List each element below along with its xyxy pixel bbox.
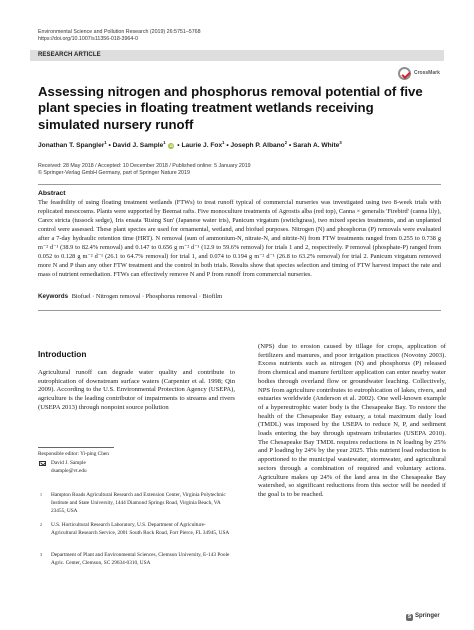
author-separator: •	[226, 142, 229, 150]
introduction-heading: Introduction	[38, 349, 87, 359]
affiliation-item	[38, 522, 238, 554]
contact-email[interactable]: dsample@vt.edu	[51, 467, 87, 474]
divider	[38, 184, 441, 185]
article-title: Assessing nitrogen and phosphorus removal potential of five plant species in floating treatment wetlands receiving simulated nursery runoff	[38, 84, 423, 132]
author-name: Sarah A. White	[293, 142, 340, 150]
author-affiliation-mark: 1	[163, 140, 166, 145]
affiliation-text: Hampton Roads Agricultural Research and Extension Center, Virginia Polytechnic Institute and State University, 1444 Diamond Springs Road, Virginia Beach, VA 23455, USA	[51, 492, 226, 514]
author-separator: •	[177, 142, 180, 150]
author-name: Joseph P. Albano	[230, 142, 285, 150]
author-name: Jonathan T. Spangler	[38, 142, 105, 150]
responsible-editor: Responsible editor: Yi-ping Chen	[38, 451, 109, 457]
keywords-list: Biofuel · Nitrogen removal · Phosphorus removal · Biofilm	[71, 293, 223, 300]
publication-dates: Received: 28 May 2018 / Accepted: 10 December 2018 / Published online: 5 January 2019	[38, 163, 251, 169]
affiliation-text: Department of Plant and Environmental Sciences, Clemson University, E-143 Poole Agric. Center, Clemson, SC 29634-0310, USA	[51, 552, 230, 566]
publisher-name: Springer	[415, 613, 440, 619]
introduction-right-column: (NPS) due to erosion caused by tillage for crops, application of fertilizers and manures, and poor irrigation practices (Novotny 2003). Excess nutrients such as nitrogen (N) and phosphorus (P) released from chemical and manure fertilizer application can enter nearby water bodies through overland flow or groundwater leaching. Collectively, NPS from agriculture contributes to eutrophication of lakes, rivers, and estuaries worldwide (Anderson et al. 2002). One well-known example of a hypereutrophic water body is the Chesapeake Bay. To restore the health of the Chesapeake Bay estuary, a total maximum daily load (TMDL) was imposed by the USEPA to reduce N, P, and sediment loads entering the bay through upstream tributaries (USEPA 2010). The Chesapeake Bay TMDL requires reductions in N loading by 25% and P loading by 24% by the year 2025. This nutrient load reduction is apportioned to the municipal wastewater, stormwater, and agricultural sectors through a combination of required and voluntary actions. Agriculture makes up 24% of the land area in the Chesapeake Bay watershed, so significant reductions from this sector will be needed if the goal is to be reached.	[258, 343, 446, 498]
introduction-left-column: Agricultural runoff can degrade water quality and contribute to eutrophication of downstream surface waters (Carpenter et al. 1998; Qin 2009). According to the U.S. Environmental Protection Agency (USEPA), agriculture is the leading contributor of impairments to streams and rivers (USEPA 2013) through nonpoint source pollution	[38, 369, 235, 411]
crossmark-label: CrossMark	[414, 70, 440, 76]
divider	[38, 310, 441, 311]
correspondence-block	[38, 460, 238, 476]
affiliation-item	[38, 552, 238, 584]
doi-link[interactable]: https://doi.org/10.1007/s11356-018-3964-0	[38, 36, 139, 42]
affiliation-marker: 1	[40, 492, 42, 497]
author-affiliation-mark: 1	[222, 140, 225, 145]
affiliation-marker: 3	[40, 552, 42, 557]
affiliation-text: U.S. Horticultural Research Laboratory, U.S. Department of Agriculture-Agricultural Research Service, 2001 South Rock Road, Fort Pierce, FL 34945, USA	[51, 522, 230, 536]
copyright-line: © Springer-Verlag GmbH Germany, part of Springer Nature 2019	[38, 170, 190, 176]
section-label: RESEARCH ARTICLE	[38, 52, 101, 58]
mail-icon	[39, 461, 46, 466]
orcid-icon[interactable]: iD	[169, 143, 174, 149]
crossmark-icon	[398, 67, 411, 80]
contact-name: David J. Sample	[51, 460, 86, 466]
author-affiliation-mark: 1	[104, 140, 107, 145]
affiliation-item	[38, 492, 238, 524]
author-affiliation-mark: 3	[339, 140, 342, 145]
abstract-text: The feasibility of using floating treatment wetlands (FTWs) to treat runoff typical of commercial nurseries was investigated using two 8-week trials with replicated mesocosms. Plants were supported by Beemat rafts. Five monoculture treatments of Agrostis alba (red top), Canna × generalis 'Firebird' (canna lily), Carex stricta (tussock sedge), Iris ensata 'Rising Sun' (Japanese water iris), Panicum virgatum (switchgrass), two mixed species treatments, and an unplanted control were assessed. These plant species are used for ornamental, wetland, and biofuel purposes. Nitrogen (N) and phosphorus (P) removals were evaluated after a 7-day hydraulic retention time (HRT). N removal (sum of ammonium-N, nitrate-N, and nitrite-N) from FTW treatments ranged from 0.255 to 0.738 g m⁻² d⁻¹ (38.9 to 82.4% removal) and 0.147 to 0.656 g m⁻² d⁻¹ (12.9 to 59.6% removal) for trials 1 and 2, respectively. P removal (phosphate-P) ranged from 0.052 to 0.128 g m⁻² d⁻¹ (26.1 to 64.7% removal) for trial 1, and 0.074 to 0.194 g m⁻² d⁻¹ (26.8 to 63.2% removal) for trial 2. Panicum virgatum removed more N and P than any other FTW treatment and the control in both trials. Results show that species selection and timing of FTW harvest impact the rate and mass of nutrient remediation. FTWs can effectively remove N and P from runoff from commercial nurseries.	[38, 199, 441, 278]
affiliation-marker: 2	[40, 522, 42, 527]
keywords-label: Keywords	[38, 293, 69, 300]
keywords-line	[38, 293, 441, 300]
author-separator: •	[288, 142, 292, 150]
footnote-divider	[38, 447, 114, 448]
author-name: David J. Sample	[112, 142, 164, 150]
author-list	[38, 140, 458, 149]
abstract-heading: Abstract	[38, 190, 66, 197]
publisher-logo	[406, 613, 440, 621]
journal-citation: Environmental Science and Pollution Research (2019) 26:5751–5768	[38, 29, 201, 35]
author-affiliation-mark: 2	[284, 140, 288, 145]
author-name: Laurie J. Fox	[181, 142, 223, 150]
crossmark-badge[interactable]	[398, 65, 440, 85]
author-separator: •	[108, 142, 111, 150]
section-banner	[30, 50, 444, 61]
springer-horse-icon: S	[407, 614, 412, 620]
journal-header	[38, 29, 201, 43]
